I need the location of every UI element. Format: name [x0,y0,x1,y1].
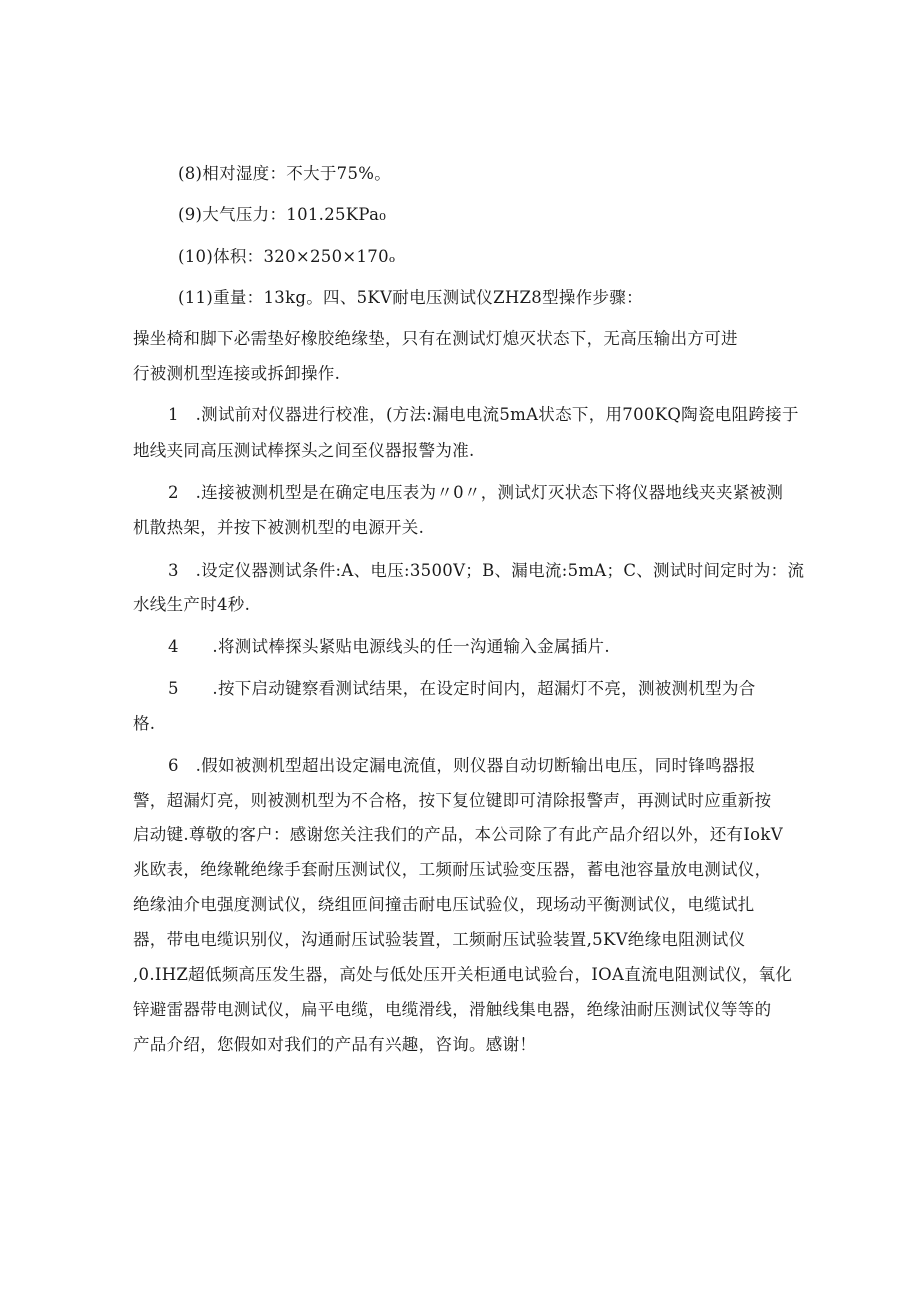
step-4-line-1: 4 .将测试棒探头紧贴电源线头的任一沟通输入金属插片. [168,637,610,656]
step-6-line-2: 警，超漏灯亮，则被测机型为不合格，按下复位键即可清除报警声，再测试时应重新按 [133,791,772,810]
spec-pressure: (9)大气压力：101.25KPa₀ [178,205,387,224]
step-6-line-9: 产品介绍，您假如对我们的产品有兴趣，咨询。感谢！ [133,1035,537,1054]
spec-volume: (10)体积：320×250×170ₒ [178,247,396,266]
step-6-line-5: 绝缘油介电强度测试仪，绕组匝间撞击耐电压试验仪，现场动平衡测试仪，电缆试扎 [133,895,755,914]
step-6-line-1: 6 .假如被测机型超出设定漏电流值，则仪器自动切断输出电压，同时锋鸣器报 [168,756,756,775]
step-6-line-4: 兆欧表，绝缘靴绝缘手套耐压测试仪，工频耐压试验变压器，蓄电池容量放电测试仪， [133,860,772,879]
step-1-line-2: 地线夹同高压测试棒探头之间至仪器报警为准. [133,441,475,460]
step-6-line-8: 锌避雷器带电测试仪，扁平电缆，电缆滑线，滑触线集电器，绝缘油耐压测试仪等等的 [133,1000,772,1019]
step-6-line-3: 启动键.尊敬的客户：感谢您关注我们的产品，本公司除了有此产品介绍以外，还有IokV [133,825,783,844]
step-3-line-1: 3 .设定仪器测试条件:A、电压:3500V；B、漏电流:5mA；C、测试时间定时为：流 [168,561,805,580]
spec-weight-and-heading: (11)重量：13kg。四、5KV耐电压测试仪ZHZ8型操作步骤： [178,288,643,307]
step-5-line-2: 格. [133,714,156,733]
spec-humidity: (8)相对湿度：不大于75%。 [178,164,392,183]
step-5-line-1: 5 .按下启动键察看测试结果，在设定时间内，超漏灯不亮，测被测机型为合 [168,679,756,698]
step-6-line-7: ,0.IHZ超低频高压发生器，高处与低处压开关柜通电试验台，IOA直流电阻测试仪，氧化 [133,965,793,984]
intro-line-2: 行被测机型连接或拆卸操作. [133,364,341,383]
step-6-line-6: 器，带电电缆识别仪，沟通耐压试验装置，工频耐压试验装置,5KV绝缘电阻测试仪 [133,930,746,949]
step-2-line-1: 2 .连接被测机型是在确定电压表为〃0〃，测试灯灭状态下将仪器地线夹夹紧被测 [168,483,784,502]
step-3-line-2: 水线生产时4秒. [133,595,251,614]
intro-line-1: 操坐椅和脚下必需垫好橡胶绝缘垫，只有在测试灯熄灭状态下，无高压输出方可进 [133,329,738,348]
step-2-line-2: 机散热架，并按下被测机型的电源开关. [133,518,425,537]
step-1-line-1: 1 .测试前对仪器进行校准，(方法:漏电电流5mA状态下，用700KQ陶瓷电阻跨接于 [168,405,799,424]
